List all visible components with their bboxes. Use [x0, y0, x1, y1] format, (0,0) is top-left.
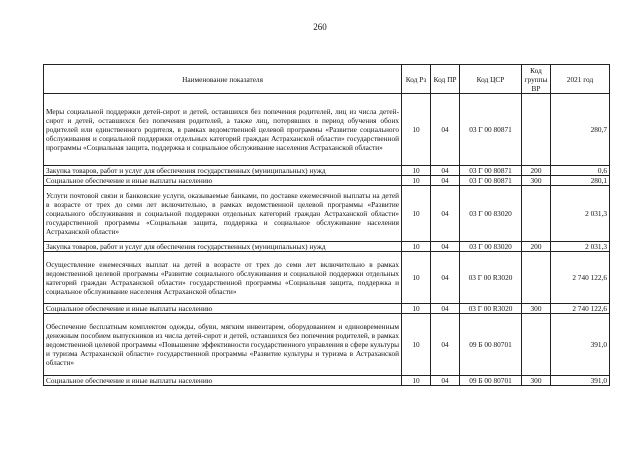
table-row [44, 304, 610, 314]
row-vr: 300 [522, 376, 551, 386]
header-vr: Код группы ВР [522, 65, 551, 94]
row-pr: 04 [431, 242, 460, 252]
row-name: Социальное обеспечение и иные выплаты населению [44, 376, 402, 386]
row-name: Закупка товаров, работ и услуг для обеспечения государственных (муниципальных) нужд [44, 166, 402, 176]
table-row [44, 242, 610, 252]
row-rz: 10 [402, 166, 431, 176]
row-name: Меры социальной поддержки детей-сирот и детей, оставшихся без попечения родителей, лиц из числа детей-сирот и детей, оставшихся без попечения родителей, а также лиц, потерявших в период обучения обоих родителей или единственного родителя, в рамках ведомственной целевой программы «Развитие социального обслуживания и социальной поддержки отдельных категорий граждан Астраханской области» государственной программы «Социальная защита, поддержка и социальное обслуживание населения Астраханской области» [44, 94, 402, 166]
row-csr: 09 Б 00 80701 [460, 376, 522, 386]
table-row [44, 176, 610, 186]
row-csr: 03 Г 00 80871 [460, 166, 522, 176]
table-row [44, 252, 610, 304]
row-rz: 10 [402, 176, 431, 186]
row-sum: 391,0 [551, 314, 610, 376]
table-row [44, 94, 610, 166]
row-sum: 2 031,3 [551, 186, 610, 242]
row-vr [522, 252, 551, 304]
row-sum: 280,1 [551, 176, 610, 186]
row-name: Социальное обеспечение и иные выплаты населению [44, 176, 402, 186]
row-pr: 04 [431, 94, 460, 166]
table-row [44, 314, 610, 376]
row-sum: 2 740 122,6 [551, 252, 610, 304]
row-csr: 03 Г 00 R3020 [460, 252, 522, 304]
row-vr: 200 [522, 242, 551, 252]
header-sum: 2021 год [551, 65, 610, 94]
table-row [44, 186, 610, 242]
row-pr: 04 [431, 376, 460, 386]
row-sum: 280,7 [551, 94, 610, 166]
row-csr: 03 Г 00 80871 [460, 176, 522, 186]
row-rz: 10 [402, 304, 431, 314]
row-rz: 10 [402, 242, 431, 252]
row-csr: 03 Г 00 83020 [460, 186, 522, 242]
row-csr: 03 Г 00 80871 [460, 94, 522, 166]
table-row [44, 376, 610, 386]
row-pr: 04 [431, 166, 460, 176]
row-sum: 0,6 [551, 166, 610, 176]
row-rz: 10 [402, 376, 431, 386]
header-rz: Код Рз [402, 65, 431, 94]
row-pr: 04 [431, 314, 460, 376]
row-csr: 03 Г 00 R3020 [460, 304, 522, 314]
row-sum: 391,0 [551, 376, 610, 386]
row-vr: 300 [522, 304, 551, 314]
row-rz: 10 [402, 314, 431, 376]
row-pr: 04 [431, 252, 460, 304]
header-name: Наименование показателя [44, 65, 402, 94]
table-header-row [44, 65, 610, 94]
row-csr: 09 Б 00 80701 [460, 314, 522, 376]
page-number: 260 [313, 22, 327, 32]
row-pr: 04 [431, 176, 460, 186]
row-name: Услуги почтовой связи и банковские услуги, оказываемые банками, по доставке ежемесячной выплаты на детей в возрасте от трех до семи лет включительно, в рамках ведомственной целевой программы «Развитие социального обслуживания и социальной поддержки отдельных категорий граждан Астраханской области» государственной программы «Социальная защита, поддержка и социальное обслуживание населения Астраханской области» [44, 186, 402, 242]
row-csr: 03 Г 00 83020 [460, 242, 522, 252]
row-rz: 10 [402, 94, 431, 166]
row-name: Обеспечение бесплатным комплектом одежды, обуви, мягким инвентарем, оборудованием и единовременным денежным пособием выпускников из числа детей-сирот и детей, оставшихся без попечения родителей, в рамках ведомственной целевой программы «Повышение эффективности государственного управления в сфере культуры и туризма Астраханской области» государственной программы «Развитие культуры и туризма в Астраханской области» [44, 314, 402, 376]
row-vr [522, 94, 551, 166]
budget-table [43, 64, 610, 386]
table-row [44, 166, 610, 176]
row-vr [522, 186, 551, 242]
row-rz: 10 [402, 252, 431, 304]
row-vr: 200 [522, 166, 551, 176]
row-vr [522, 314, 551, 376]
header-csr: Код ЦСР [460, 65, 522, 94]
header-pr: Код ПР [431, 65, 460, 94]
row-pr: 04 [431, 304, 460, 314]
row-name: Закупка товаров, работ и услуг для обеспечения государственных (муниципальных) нужд [44, 242, 402, 252]
row-name: Осуществление ежемесячных выплат на детей в возрасте от трех до семи лет включительно в рамках ведомственной целевой программы «Развитие социального обслуживания и социальной поддержки отдельных категорий граждан Астраханской области» государственной программы «Социальная защита, поддержка и социальное обслуживание населения Астраханской области» [44, 252, 402, 304]
row-rz: 10 [402, 186, 431, 242]
row-sum: 2 740 122,6 [551, 304, 610, 314]
row-sum: 2 031,3 [551, 242, 610, 252]
row-pr: 04 [431, 186, 460, 242]
row-name: Социальное обеспечение и иные выплаты населению [44, 304, 402, 314]
row-vr: 300 [522, 176, 551, 186]
